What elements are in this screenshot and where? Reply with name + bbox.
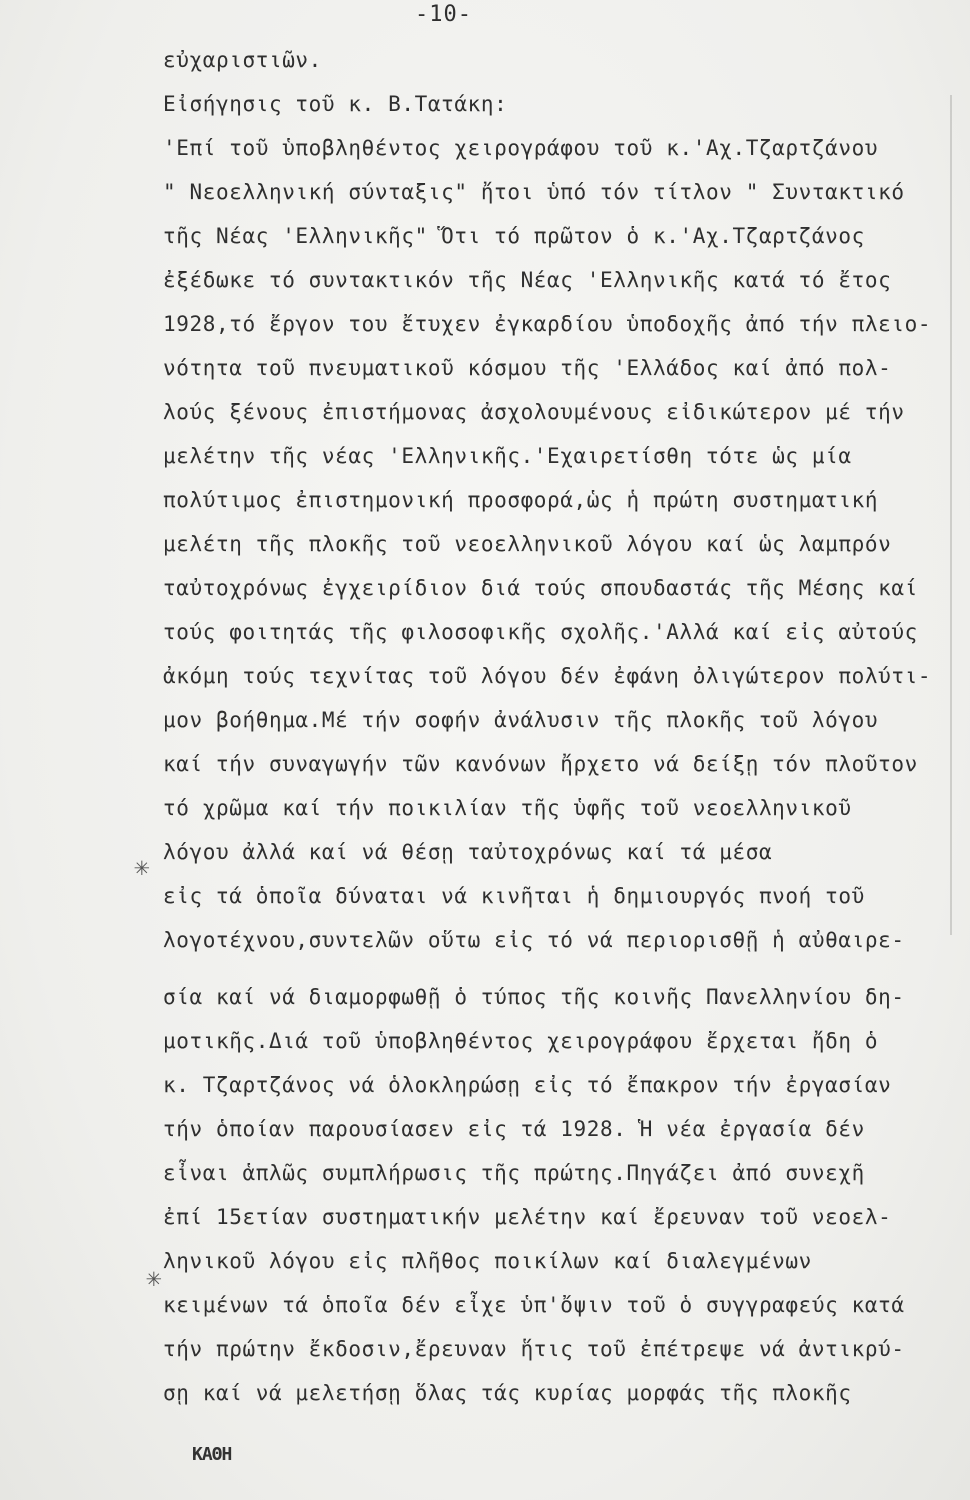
text-line: κ. Τζαρτζάνος νά ὁλοκληρώσῃ εἰς τό ἔπακρον τήν ἐργασίαν [163, 1073, 892, 1097]
asterisk-margin-icon: ✳ [146, 1263, 162, 1293]
text-line: σῃ καί νά μελετήσῃ ὅλας τάς κυρίας μορφάς τῆς πλοκῆς [163, 1381, 852, 1405]
text-line: καί τήν συναγωγήν τῶν κανόνων ἤρχετο νά δείξῃ τόν πλοῦτον [163, 752, 918, 776]
text-line: τούς φοιτητάς τῆς φιλοσοφικῆς σχολῆς.'Αλλά καί εἰς αὐτούς [163, 620, 918, 644]
text-line: τῆς Νέας 'Ελληνικῆς" Ὅτι τό πρῶτον ὁ κ.'Αχ.Τζαρτζάνος [163, 224, 865, 248]
page-number: -10- [415, 2, 472, 27]
stamp-mark: ΚΑΘΗ [192, 1444, 232, 1465]
text-line: μελέτη τῆς πλοκῆς τοῦ νεοελληνικοῦ λόγου καί ὡς λαμπρόν [163, 532, 892, 556]
text-line: εἰς τά ὁποῖα δύναται νά κινῆται ἡ δημιουργός πνοή τοῦ [163, 884, 865, 908]
text-line: ταὐτοχρόνως ἐγχειρίδιον διά τούς σπουδαστάς τῆς Μέσης καί [163, 576, 918, 600]
text-line: Εἰσήγησις τοῦ κ. Β.Τατάκη: [163, 92, 508, 116]
text-line: σία καί νά διαμορφωθῇ ὁ τύπος τῆς κοινῆς Πανελληνίου δη- [163, 985, 905, 1009]
text-line: νότητα τοῦ πνευματικοῦ κόσμου τῆς 'Ελλάδος καί ἀπό πολ- [163, 356, 892, 380]
text-line: 'Επί τοῦ ὑποβληθέντος χειρογράφου τοῦ κ.'Αχ.Τζαρτζάνου [163, 136, 879, 160]
text-line: ἐξέδωκε τό συντακτικόν τῆς Νέας 'Ελληνικῆς κατά τό ἔτος [163, 268, 892, 292]
text-line: τήν ὁποίαν παρουσίασεν εἰς τά 1928. Ἡ νέα ἐργασία δέν [163, 1117, 865, 1141]
text-line: μον βοήθημα.Μέ τήν σοφήν ἀνάλυσιν τῆς πλοκῆς τοῦ λόγου [163, 708, 879, 732]
text-line: εἶναι ἁπλῶς συμπλήρωσις τῆς πρώτης.Πηγάζει ἀπό συνεχῆ [163, 1161, 865, 1185]
text-line: μελέτην τῆς νέας 'Ελληνικῆς.'Εχαιρετίσθη τότε ὡς μία [163, 444, 852, 468]
text-line: ληνικοῦ λόγου εἰς πλῆθος ποικίλων καί διαλεγμένων [163, 1249, 812, 1273]
text-line: τό χρῶμα καί τήν ποικιλίαν τῆς ὑφῆς τοῦ νεοελληνικοῦ [163, 796, 852, 820]
asterisk-margin-icon: ✳ [134, 852, 150, 882]
text-line: λογοτέχνου,συντελῶν οὕτω εἰς τό νά περιορισθῇ ἡ αὐθαιρε- [163, 928, 905, 952]
text-line: μοτικῆς.Διά τοῦ ὑποβληθέντος χειρογράφου ἔρχεται ἤδη ὁ [163, 1029, 879, 1053]
text-line: ἐπί 15ετίαν συστηματικήν μελέτην καί ἔρευναν τοῦ νεοελ- [163, 1205, 892, 1229]
page-edge-shadow [950, 95, 952, 935]
text-line: λόγου ἀλλά καί νά θέσῃ ταὐτοχρόνως καί τά μέσα [163, 840, 773, 864]
text-line: εὐχαριστιῶν. [163, 48, 322, 72]
text-line: " Νεοελληνική σύνταξις" ἤτοι ὑπό τόν τίτλον " Συντακτικό [163, 180, 905, 204]
text-line: πολύτιμος ἐπιστημονική προσφορά,ὡς ἡ πρώτη συστηματική [163, 488, 879, 512]
text-line: τήν πρώτην ἔκδοσιν,ἔρευναν ἥτις τοῦ ἐπέτρεψε νά ἀντικρύ- [163, 1337, 905, 1361]
text-line: ἀκόμη τούς τεχνίτας τοῦ λόγου δέν ἐφάνη ὀλιγώτερον πολύτι- [163, 664, 932, 688]
text-line: 1928,τό ἔργον του ἔτυχεν ἐγκαρδίου ὑποδοχῆς ἀπό τήν πλειο- [163, 312, 932, 336]
text-line: κειμένων τά ὁποῖα δέν εἶχε ὑπ'ὄψιν τοῦ ὁ συγγραφεύς κατά [163, 1293, 905, 1317]
text-line: λούς ξένους ἐπιστήμονας ἀσχολουμένους εἰδικώτερον μέ τήν [163, 400, 905, 424]
